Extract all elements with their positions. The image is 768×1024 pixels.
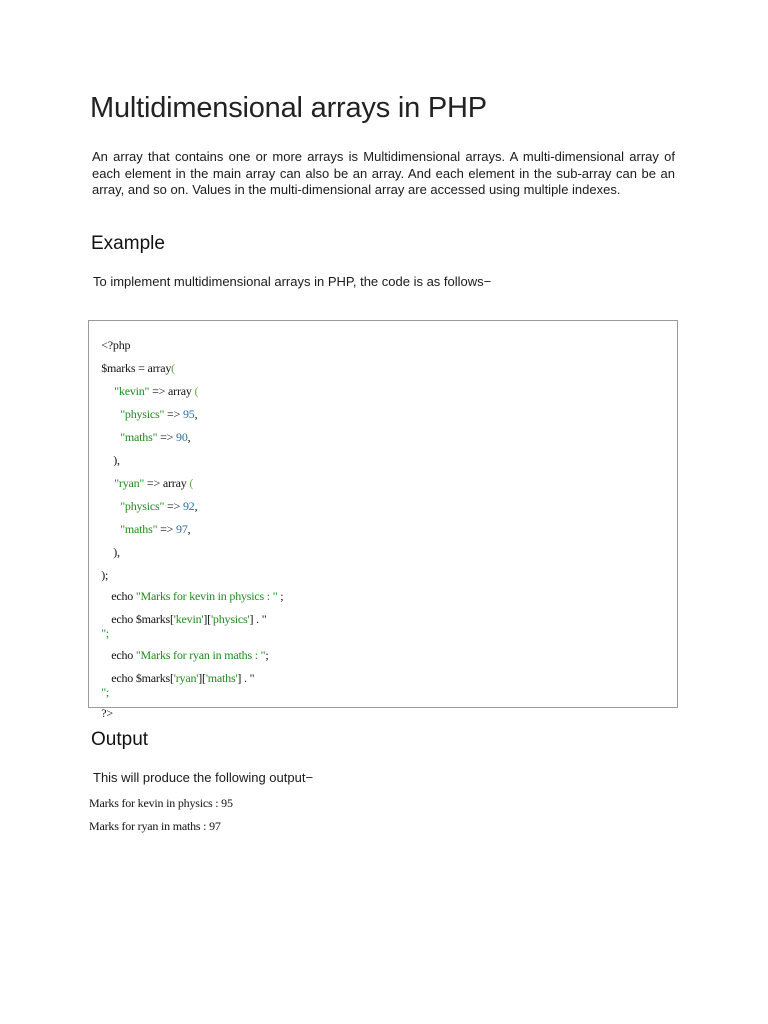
code-token: , [194,499,198,513]
code-token: => [149,384,169,398]
example-lead: To implement multidimensional arrays in PHP, the code is as follows− [93,274,492,289]
code-token: echo $marks[ [111,671,174,685]
code-token: "physics" [120,407,165,421]
code-token: => [164,499,183,513]
code-token: ; [277,589,284,603]
code-token: , [194,407,198,421]
code-token: ] . " [249,612,267,626]
code-token: , [187,522,191,536]
code-token: ][ [203,612,211,626]
code-line [109,415,190,460]
code-token: "Marks for ryan in maths : " [135,648,266,662]
code-token: ][ [198,671,206,685]
code-token: ( [171,361,175,375]
code-token: "physics" [120,499,165,513]
output-heading: Output [91,729,149,750]
code-token: ( [189,476,194,490]
code-token: ), [113,545,120,559]
code-block [88,320,678,720]
code-token: => [157,430,177,444]
code-line [100,656,254,701]
output-line: Marks for kevin in physics : 95 [89,796,233,810]
code-token: "maths" [120,522,158,536]
code-token: <?php [101,338,131,352]
code-line [109,507,190,552]
code-token: "Marks for kevin in physics : " [135,589,278,603]
code-token: 'physics' [210,612,250,626]
code-token: ); [101,568,109,582]
code-token: , [187,430,191,444]
code-token: ( [194,384,199,398]
code-token: $marks = array [101,361,172,375]
output-lead: This will produce the following output− [93,770,314,785]
code-token: echo [111,589,136,603]
code-token: 95 [182,407,195,421]
code-token: echo [111,648,136,662]
code-token: "maths" [120,430,158,444]
intro-paragraph: An array that contains one or more arrays is Multidimensional arrays. A multi-dimensional array of each element in the main array can also be an array. And each element in the sub-array can be an array, and so on. Values in the multi-dimensional array are accessed using multiple indexes. [92,149,675,197]
code-token: => [164,407,183,421]
code-token: 90 [176,430,188,444]
code-token: => [157,522,177,536]
example-heading: Example [91,233,165,254]
output-line: Marks for ryan in maths : 97 [89,819,221,833]
code-token: "; [101,685,110,699]
code-token: ?> [101,706,113,720]
page-title: Multidimensional arrays in PHP [90,92,487,124]
code-token: array [162,476,190,490]
code-token: 'maths' [205,671,238,685]
code-token: echo $marks[ [111,612,174,626]
code-token: "; [101,626,110,640]
code-token: 'ryan' [173,671,199,685]
code-token: ; [265,648,269,662]
code-token: ] . " [237,671,255,685]
code-token: 97 [176,522,188,536]
code-token: => [144,476,163,490]
code-token: "kevin" [114,384,150,398]
code-token: 'kevin' [173,612,204,626]
code-token: array [168,384,195,398]
code-token: ), [113,453,120,467]
code-token: "ryan" [114,476,145,490]
code-token: 92 [182,499,195,513]
